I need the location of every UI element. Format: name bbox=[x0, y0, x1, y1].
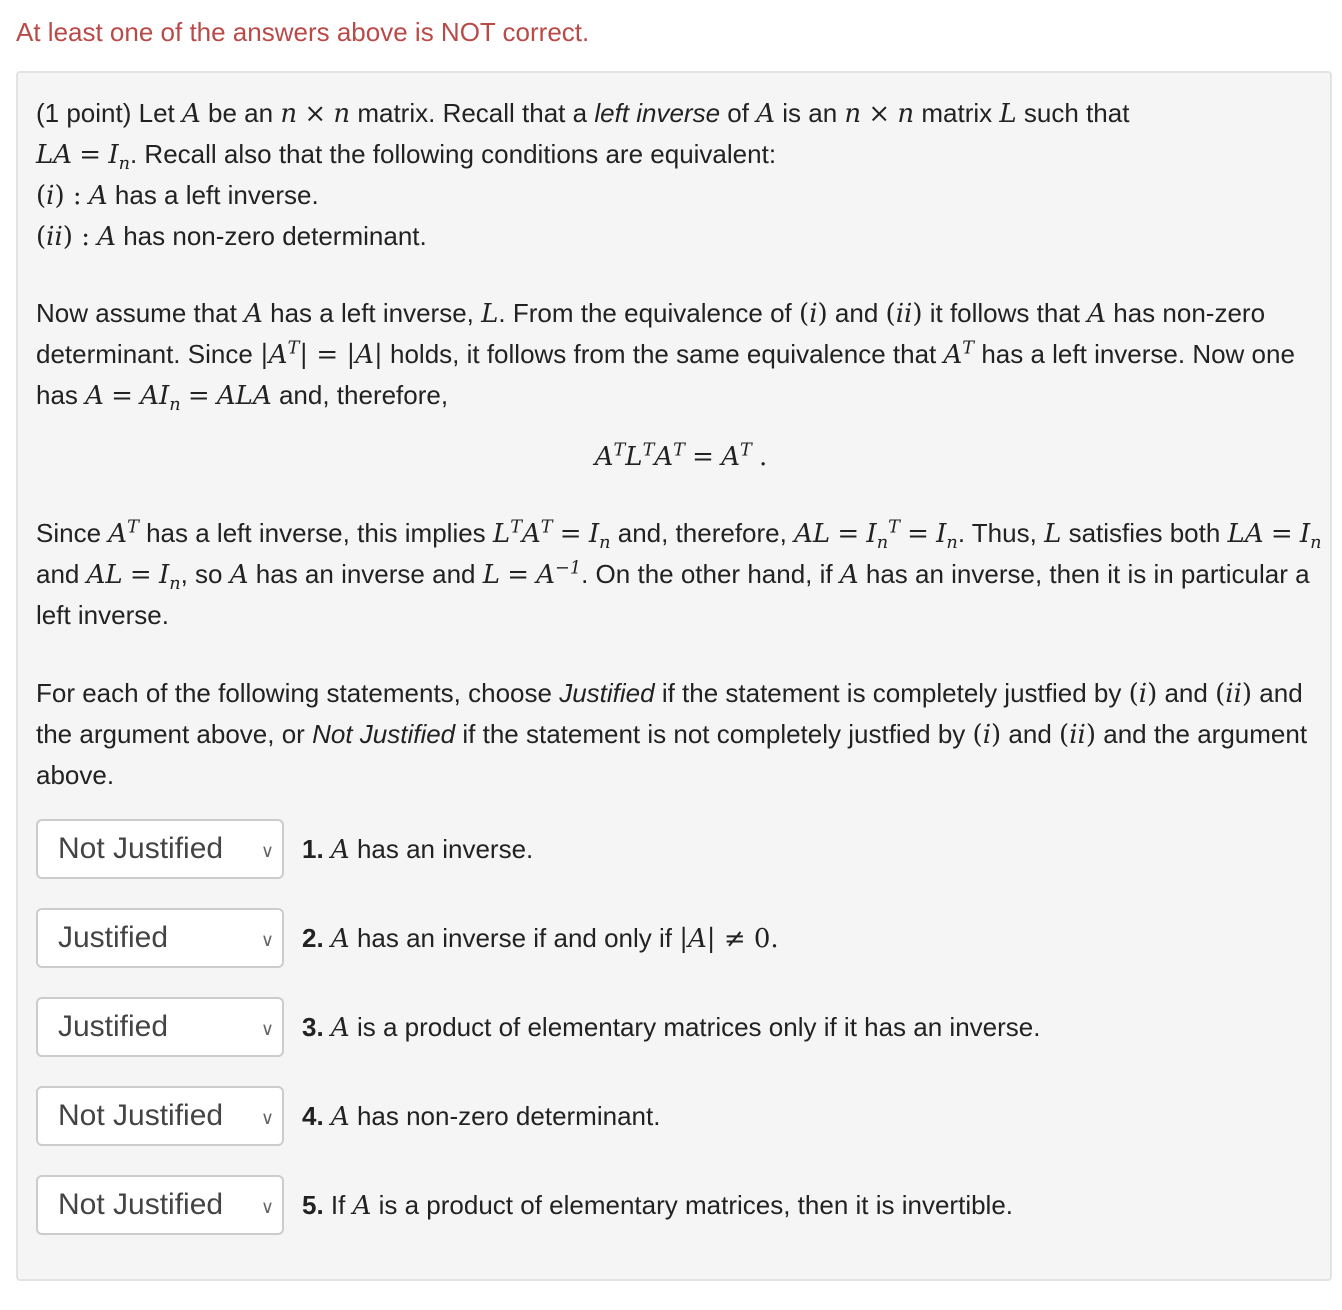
text: Since bbox=[36, 518, 102, 548]
statement-3: 3. A is a product of elementary matrices only if it has an inverse. bbox=[302, 1012, 1041, 1043]
statement-number: 2. bbox=[302, 923, 324, 953]
chevron-down-icon: ∨ bbox=[260, 841, 274, 861]
text: such that bbox=[1023, 98, 1130, 128]
statement-number: 1. bbox=[302, 834, 324, 864]
statement-number: 3. bbox=[302, 1012, 324, 1042]
statement-4: 4. A has non-zero determinant. bbox=[302, 1101, 661, 1132]
points-label: (1 point) bbox=[36, 98, 132, 128]
text: has a left inverse. Now one has bbox=[36, 339, 1295, 410]
text: satisfies both bbox=[1068, 518, 1221, 548]
statement-number: 5. bbox=[302, 1190, 324, 1220]
chevron-down-icon: ∨ bbox=[260, 1197, 274, 1217]
text: and bbox=[834, 298, 879, 328]
answer-select-3[interactable] bbox=[36, 997, 284, 1057]
text: matrix. Recall that a bbox=[357, 98, 588, 128]
display-equation: $A^TL^TA^T = A^T$ . bbox=[594, 440, 768, 472]
question-row-3 bbox=[36, 997, 1316, 1057]
text: has an inverse, then it is in particular a left inverse. bbox=[36, 559, 1310, 630]
text: and bbox=[36, 559, 80, 589]
text: has an inverse and bbox=[255, 559, 476, 589]
text: . On the other hand, if bbox=[581, 559, 833, 589]
statement-5: 5. If A is a product of elementary matrices, then it is invertible. bbox=[302, 1190, 1014, 1221]
statement-text: has non-zero determinant. bbox=[356, 1101, 661, 1131]
statement-text: If bbox=[330, 1190, 346, 1220]
chevron-down-icon: ∨ bbox=[260, 1108, 274, 1128]
selected-value: Not Justified bbox=[58, 832, 224, 865]
text: and bbox=[1008, 719, 1052, 749]
text: left inverse bbox=[594, 98, 721, 128]
text: is an bbox=[782, 98, 838, 128]
text: Justified bbox=[559, 678, 655, 708]
text: and the argument above. bbox=[36, 719, 1308, 790]
question-row-1 bbox=[36, 819, 1316, 879]
text: if the statement is not completely justfied by bbox=[462, 719, 966, 749]
condition-ii: has non-zero determinant. bbox=[123, 221, 427, 251]
text: has a left inverse, this implies bbox=[146, 518, 486, 548]
statement-number: 4. bbox=[302, 1101, 324, 1131]
text: . Recall also that the following conditions are equivalent: bbox=[129, 139, 777, 169]
text: . Thus, bbox=[957, 518, 1037, 548]
answer-select-5[interactable] bbox=[36, 1175, 284, 1235]
text: , so bbox=[180, 559, 223, 589]
argument-paragraph-2: Since $A^T$ has a left inverse, this implies $L^TA^T = I_n$ and, therefore, AL = $I_n^T = I_n$. Thus, L satisfies both LA = $I_n$ and AL = $I_n$, so A has an inverse and $L = A^{-1}$. On the other hand, if A has an inverse, then it is in particular a left inverse. bbox=[36, 517, 1322, 630]
statement-text: is a product of elementary matrices only if it has an inverse. bbox=[356, 1012, 1041, 1042]
selected-value: Justified bbox=[58, 921, 169, 954]
answer-select-2[interactable] bbox=[36, 908, 284, 968]
instructions: For each of the following statements, choose Justified if the statement is completely justfied by (i) and (ii) and the argument above, or Not Justified if the statement is not completely justfied by (i) and (ii) and the argument above. bbox=[36, 678, 1308, 790]
statement-text: is a product of elementary matrices, then it is invertible. bbox=[378, 1190, 1014, 1220]
text: and bbox=[1164, 678, 1208, 708]
problem-panel bbox=[16, 71, 1332, 1281]
text: matrix bbox=[921, 98, 993, 128]
text: it follows that bbox=[929, 298, 1081, 328]
question-row-2 bbox=[36, 908, 1316, 968]
text: has a left inverse, bbox=[270, 298, 474, 328]
chevron-down-icon: ∨ bbox=[260, 1019, 274, 1039]
question-row-4 bbox=[36, 1086, 1316, 1146]
answer-select-1[interactable] bbox=[36, 819, 284, 879]
feedback-message: At least one of the answers above is NOT correct. bbox=[16, 17, 590, 47]
text: and the argument above, or bbox=[36, 678, 1303, 749]
condition-i: has a left inverse. bbox=[114, 180, 319, 210]
chevron-down-icon: ∨ bbox=[260, 930, 274, 950]
text: holds, it follows from the same equivalence that bbox=[390, 339, 937, 369]
selected-value: Justified bbox=[58, 1010, 169, 1043]
text: has non-zero determinant. Since bbox=[36, 298, 1266, 369]
statement-text: has an inverse if and only if bbox=[356, 923, 673, 953]
text: of bbox=[727, 98, 749, 128]
text: and, therefore, bbox=[278, 380, 449, 410]
selected-value: Not Justified bbox=[58, 1099, 224, 1132]
statement-2: 2. A has an inverse if and only if |A| ≠ 0. bbox=[302, 923, 779, 954]
text: Now assume that bbox=[36, 298, 237, 328]
text: Let bbox=[138, 98, 175, 128]
text: if the statement is completely justfied by bbox=[661, 678, 1122, 708]
text: . From the equivalence of bbox=[498, 298, 792, 328]
text: and, therefore, bbox=[617, 518, 787, 548]
selected-value: Not Justified bbox=[58, 1188, 224, 1221]
answer-select-4[interactable] bbox=[36, 1086, 284, 1146]
text: Not Justified bbox=[312, 719, 456, 749]
statement-1: 1. A has an inverse. bbox=[302, 834, 534, 865]
statement-text: has an inverse. bbox=[356, 834, 534, 864]
argument-paragraph-1: Now assume that A has a left inverse, L. From the equivalence of (i) and (ii) it follows that A has non-zero determinant. Since $|A^T| = |A|$ holds, it follows from the same equivalence that $A^T$ has a left inverse. Now one has $A = AI_n$ = ALA and, therefore, bbox=[36, 298, 1295, 416]
problem-statement: (1 point) Let A be an n × n matrix. Recall that a left inverse of A is an n × n matrix L such that LA = $I_n$. Recall also that the following conditions are equivalent: (i) : A has a left inverse. (ii) : A has non-zero determinant. bbox=[36, 98, 1130, 252]
question-row-5 bbox=[36, 1175, 1316, 1235]
text: For each of the following statements, choose bbox=[36, 678, 552, 708]
text: be an bbox=[208, 98, 274, 128]
